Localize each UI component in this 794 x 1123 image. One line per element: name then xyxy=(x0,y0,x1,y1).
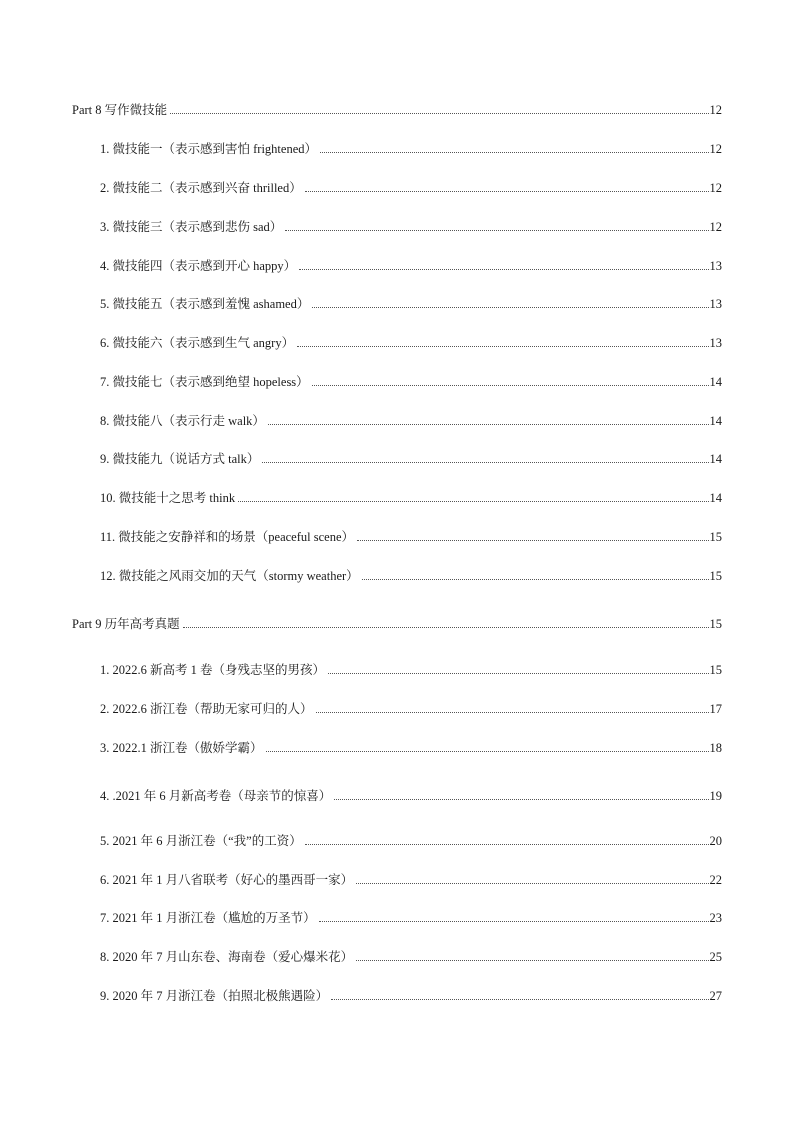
toc-dot-leader xyxy=(319,921,709,922)
toc-page-number: 27 xyxy=(709,989,722,1003)
toc-dot-leader xyxy=(266,751,709,752)
toc-dot-leader xyxy=(312,385,709,386)
toc-page-number: 12 xyxy=(709,142,722,156)
toc-entry-title: 9. 2020 年 7 月浙江卷（拍照北极熊遇险） xyxy=(100,989,329,1003)
toc-entry-title: 9. 微技能九（说话方式 talk） xyxy=(100,452,260,466)
toc-item[interactable] xyxy=(100,176,722,196)
toc-entry-title: 6. 2021 年 1 月八省联考（好心的墨西哥一家） xyxy=(100,873,354,887)
toc-entry-title: 6. 微技能六（表示感到生气 angry） xyxy=(100,336,295,350)
toc-entry-title: 11. 微技能之安静祥和的场景（peaceful scene） xyxy=(100,530,354,544)
toc-dot-leader xyxy=(328,673,708,674)
toc-item[interactable] xyxy=(100,292,722,312)
toc-item[interactable] xyxy=(100,447,722,467)
toc-item[interactable] xyxy=(100,409,722,429)
toc-page-number: 22 xyxy=(709,873,722,887)
toc-item[interactable] xyxy=(100,564,722,584)
toc-entry-title: 4. .2021 年 6 月新高考卷（母亲节的惊喜） xyxy=(100,789,332,803)
toc-item[interactable] xyxy=(100,906,722,926)
toc-entry-title: 3. 微技能三（表示感到悲伤 sad） xyxy=(100,220,283,234)
toc-entry-title: 10. 微技能十之思考 think xyxy=(100,491,236,505)
toc-entry-title: 1. 微技能一（表示感到害怕 frightened） xyxy=(100,142,317,156)
toc-dot-leader xyxy=(297,346,708,347)
toc-dot-leader xyxy=(170,113,708,114)
toc-page-number: 20 xyxy=(709,834,722,848)
toc-item[interactable] xyxy=(100,331,722,351)
toc-page-number: 19 xyxy=(709,789,722,803)
toc-dot-leader xyxy=(312,307,708,308)
toc-section-part-8[interactable] xyxy=(72,98,722,118)
toc-entry-title: 12. 微技能之风雨交加的天气（stormy weather） xyxy=(100,569,359,583)
toc-dot-leader xyxy=(285,230,708,231)
toc-item[interactable] xyxy=(100,137,722,157)
toc-entry-title: 7. 微技能七（表示感到绝望 hopeless） xyxy=(100,375,309,389)
toc-item[interactable] xyxy=(100,525,722,545)
toc-entry-title: Part 8 写作微技能 xyxy=(72,103,168,117)
toc-entry-title: 2. 微技能二（表示感到兴奋 thrilled） xyxy=(100,181,302,195)
toc-dot-leader xyxy=(334,799,708,800)
toc-section-part-9[interactable] xyxy=(72,612,722,632)
toc-dot-leader xyxy=(262,462,708,463)
toc-dot-leader xyxy=(356,883,708,884)
toc-entry-title: Part 9 历年高考真题 xyxy=(72,617,180,631)
toc-dot-leader xyxy=(331,999,708,1000)
toc-entry-title: 2. 2022.6 浙江卷（帮助无家可归的人） xyxy=(100,702,313,716)
toc-dot-leader xyxy=(238,501,708,502)
toc-item[interactable] xyxy=(100,736,722,756)
toc-item[interactable] xyxy=(100,486,722,506)
toc-page-number: 13 xyxy=(709,297,722,311)
toc-page-number: 15 xyxy=(709,663,722,677)
toc-page-number: 15 xyxy=(709,530,722,544)
toc-dot-leader xyxy=(268,424,709,425)
toc-dot-leader xyxy=(305,844,709,845)
toc-item[interactable] xyxy=(100,829,722,849)
toc-item[interactable] xyxy=(100,784,722,804)
toc-entry-title: 5. 2021 年 6 月浙江卷（“我”的工资） xyxy=(100,834,302,848)
toc-page-number: 14 xyxy=(709,452,722,466)
toc-dot-leader xyxy=(362,579,709,580)
toc-page-number: 23 xyxy=(709,911,722,925)
toc-item[interactable] xyxy=(100,370,722,390)
toc-item[interactable] xyxy=(100,658,722,678)
toc-entry-title: 3. 2022.1 浙江卷（傲娇学霸） xyxy=(100,741,263,755)
toc-item[interactable] xyxy=(100,945,722,965)
toc-page-number: 15 xyxy=(709,569,722,583)
toc-page-number: 13 xyxy=(709,336,722,350)
toc-dot-leader xyxy=(316,712,709,713)
toc-dot-leader xyxy=(356,960,708,961)
toc-page-number: 14 xyxy=(709,375,722,389)
toc-entry-title: 5. 微技能五（表示感到羞愧 ashamed） xyxy=(100,297,310,311)
toc-page-number: 25 xyxy=(709,950,722,964)
toc-page-number: 14 xyxy=(709,414,722,428)
toc-item[interactable] xyxy=(100,215,722,235)
toc-page-number: 12 xyxy=(709,103,722,117)
toc-dot-leader xyxy=(357,540,709,541)
toc-page-number: 12 xyxy=(709,181,722,195)
toc-page-number: 14 xyxy=(709,491,722,505)
toc-entry-title: 8. 2020 年 7 月山东卷、海南卷（爱心爆米花） xyxy=(100,950,354,964)
toc-dot-leader xyxy=(320,152,709,153)
toc-dot-leader xyxy=(305,191,709,192)
toc-entry-title: 1. 2022.6 新高考 1 卷（身残志坚的男孩） xyxy=(100,663,326,677)
toc-entry-title: 7. 2021 年 1 月浙江卷（尴尬的万圣节） xyxy=(100,911,316,925)
toc-page-number: 17 xyxy=(709,702,722,716)
toc-item[interactable] xyxy=(100,868,722,888)
toc-page-number: 12 xyxy=(709,220,722,234)
toc-entry-title: 8. 微技能八（表示行走 walk） xyxy=(100,414,265,428)
toc-page-number: 18 xyxy=(709,741,722,755)
toc-page-number: 13 xyxy=(709,259,722,273)
toc-dot-leader xyxy=(299,269,708,270)
toc-item[interactable] xyxy=(100,254,722,274)
toc-page-number: 15 xyxy=(709,617,722,631)
toc-item[interactable] xyxy=(100,984,722,1004)
toc-dot-leader xyxy=(183,627,709,628)
toc-entry-title: 4. 微技能四（表示感到开心 happy） xyxy=(100,259,297,273)
toc-item[interactable] xyxy=(100,697,722,717)
